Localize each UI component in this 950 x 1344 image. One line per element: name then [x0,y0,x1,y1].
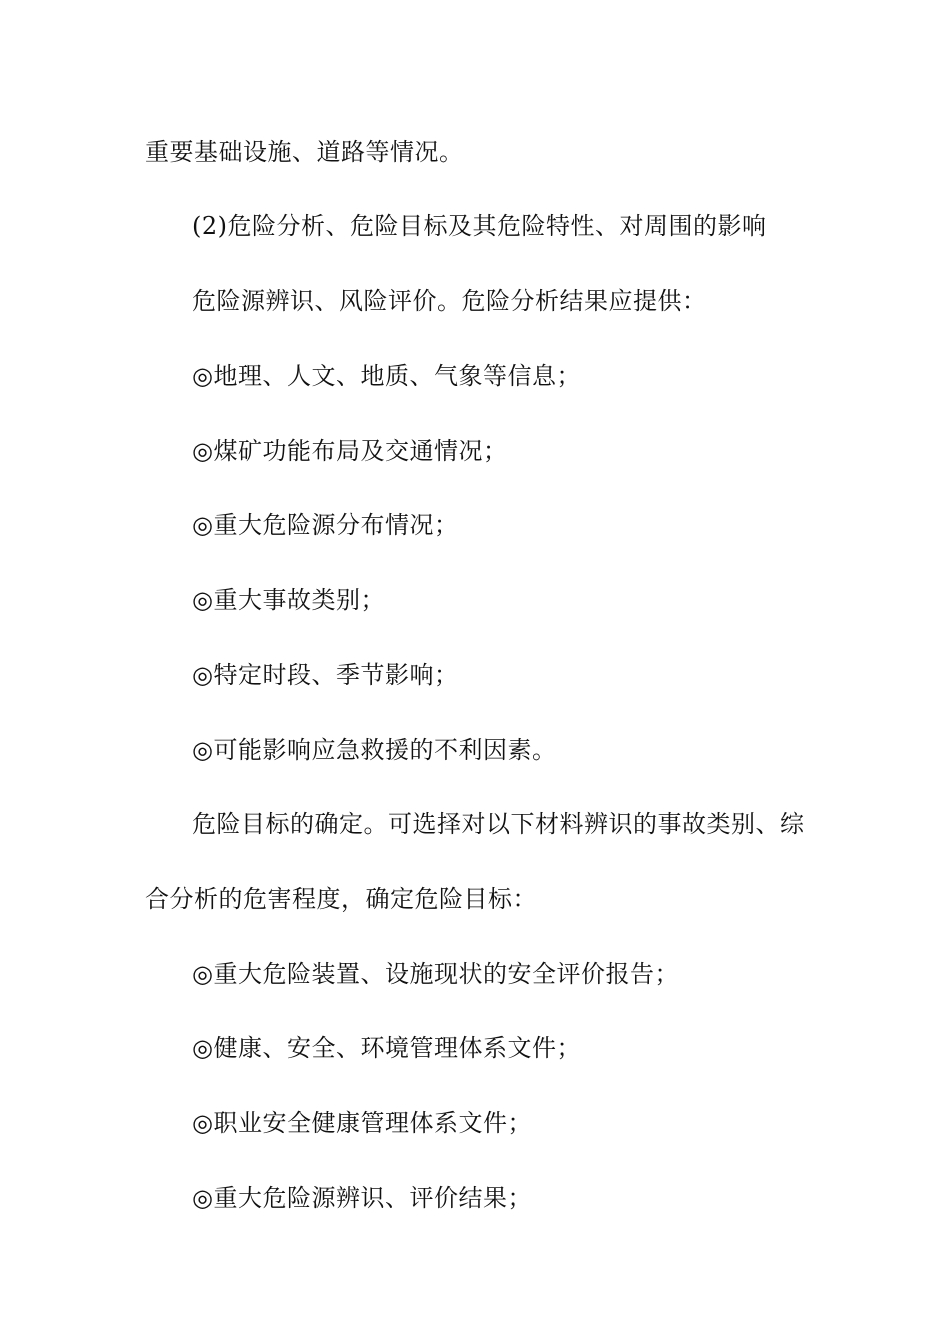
section-heading-2: (2)危险分析、危险目标及其危险特性、对周围的影响 [192,212,767,240]
list-item: ◎地理、人文、地质、气象等信息； [192,362,581,390]
list-item: ◎重大事故类别； [192,586,385,614]
paragraph-line-continuation: 合分析的危害程度，确定危险目标： [145,885,537,913]
list-item: ◎特定时段、季节影响； [192,661,459,689]
list-item: ◎煤矿功能布局及交通情况； [192,437,508,465]
list-item: ◎重大危险源辨识、评价结果； [192,1184,532,1212]
list-item: ◎重大危险装置、设施现状的安全评价报告； [192,960,679,988]
list-item: ◎可能影响应急救援的不利因素。 [192,736,557,764]
paragraph-line-target-determination: 危险目标的确定。可选择对以下材料辨识的事故类别、综 [192,810,805,838]
paragraph-line-continuation: 重要基础设施、道路等情况。 [145,138,464,166]
paragraph-line-hazard-analysis: 危险源辨识、风险评价。危险分析结果应提供： [192,287,707,315]
list-item: ◎职业安全健康管理体系文件； [192,1109,532,1137]
list-item: ◎健康、安全、环境管理体系文件； [192,1034,581,1062]
list-item: ◎重大危险源分布情况； [192,511,459,539]
